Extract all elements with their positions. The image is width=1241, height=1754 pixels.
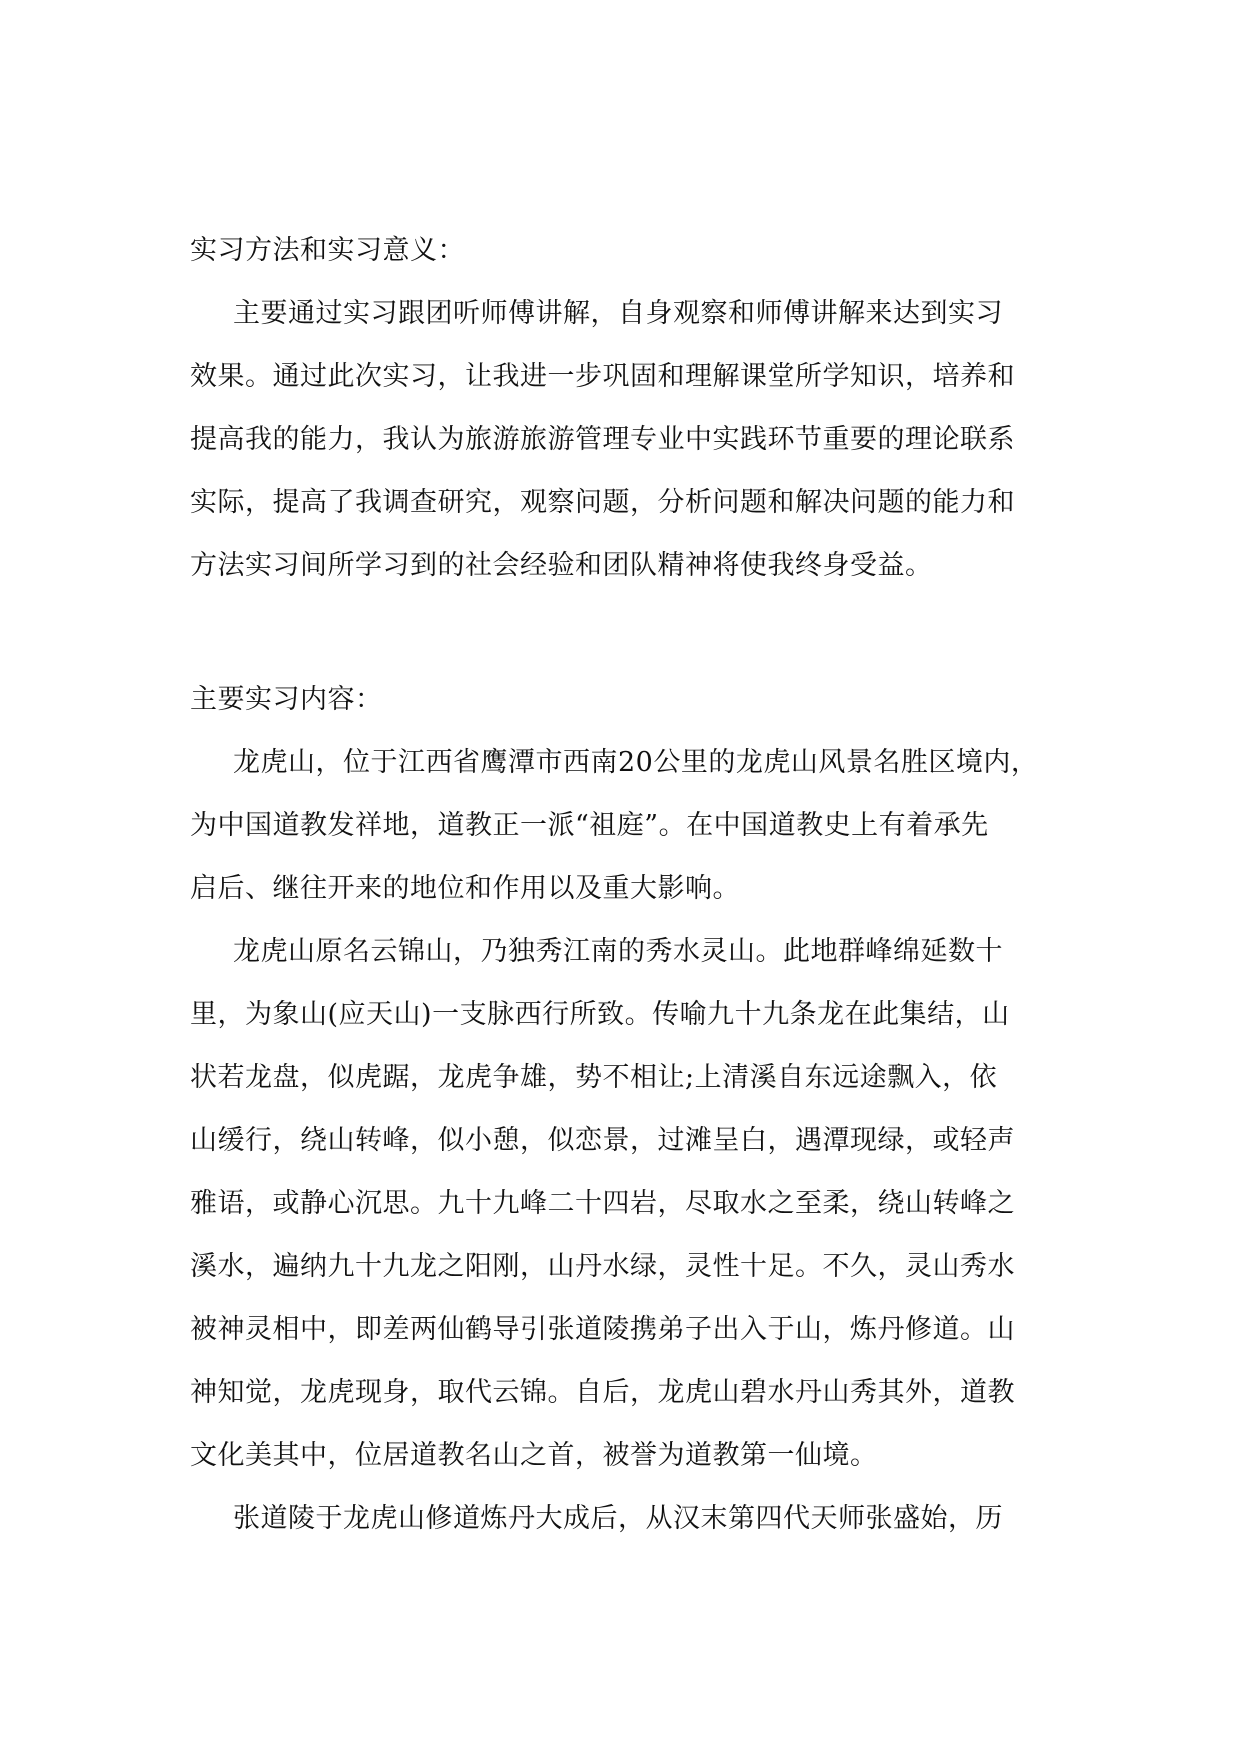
content-paragraph3-line-1: 张道陵于龙虎山修道炼丹大成后，从汉末第四代天师张盛始，历 [233,1503,1003,1534]
methods-paragraph-line-2: 效果。通过此次实习，让我进一步巩固和理解课堂所学知识，培养和 [190,361,1015,392]
content-paragraph2-line-8: 神知觉，龙虎现身，取代云锦。自后，龙虎山碧水丹山秀其外，道教 [190,1377,1015,1408]
methods-paragraph-line-1: 主要通过实习跟团听师傅讲解，自身观察和师傅讲解来达到实习 [233,298,1003,329]
methods-paragraph-line-4: 实际，提高了我调查研究，观察问题，分析问题和解决问题的能力和 [190,487,1015,518]
content-paragraph1-line-2: 为中国道教发祥地，道教正一派“祖庭”。在中国道教史上有着承先 [190,810,989,841]
content-paragraph2-line-4: 山缓行，绕山转峰，似小憩，似恋景，过滩呈白，遇潭现绿，或轻声 [190,1125,1015,1156]
content-paragraph2-line-6: 溪水，遍纳九十九龙之阳刚，山丹水绿，灵性十足。不久，灵山秀水 [190,1251,1015,1282]
content-paragraph2-line-9: 文化美其中，位居道教名山之首，被誉为道教第一仙境。 [190,1440,878,1471]
content-paragraph2-line-5: 雅语，或静心沉思。九十九峰二十四岩，尽取水之至柔，绕山转峰之 [190,1188,1015,1219]
content-paragraph2-line-3: 状若龙盘，似虎踞，龙虎争雄，势不相让;上清溪自东远途飘入，依 [190,1062,998,1093]
content-paragraph2-line-2: 里，为象山(应天山)一支脉西行所致。传喻九十九条龙在此集结，山 [190,999,1010,1030]
methods-paragraph-line-5: 方法实习间所学习到的社会经验和团队精神将使我终身受益。 [190,550,933,581]
document-page [190,0,1060,1754]
content-paragraph1-line-1: 龙虎山，位于江西省鹰潭市西南20公里的龙虎山风景名胜区境内， [233,747,1039,778]
content-paragraph2-line-7: 被神灵相中，即差两仙鹤导引张道陵携弟子出入于山，炼丹修道。山 [190,1314,1015,1345]
section-heading-content: 主要实习内容： [190,684,383,715]
methods-paragraph-line-3: 提高我的能力，我认为旅游旅游管理专业中实践环节重要的理论联系 [190,424,1015,455]
content-paragraph1-line-3: 启后、继往开来的地位和作用以及重大影响。 [190,873,740,904]
content-paragraph2-line-1: 龙虎山原名云锦山，乃独秀江南的秀水灵山。此地群峰绵延数十 [233,936,1003,967]
section-heading-methods: 实习方法和实习意义： [190,235,465,266]
